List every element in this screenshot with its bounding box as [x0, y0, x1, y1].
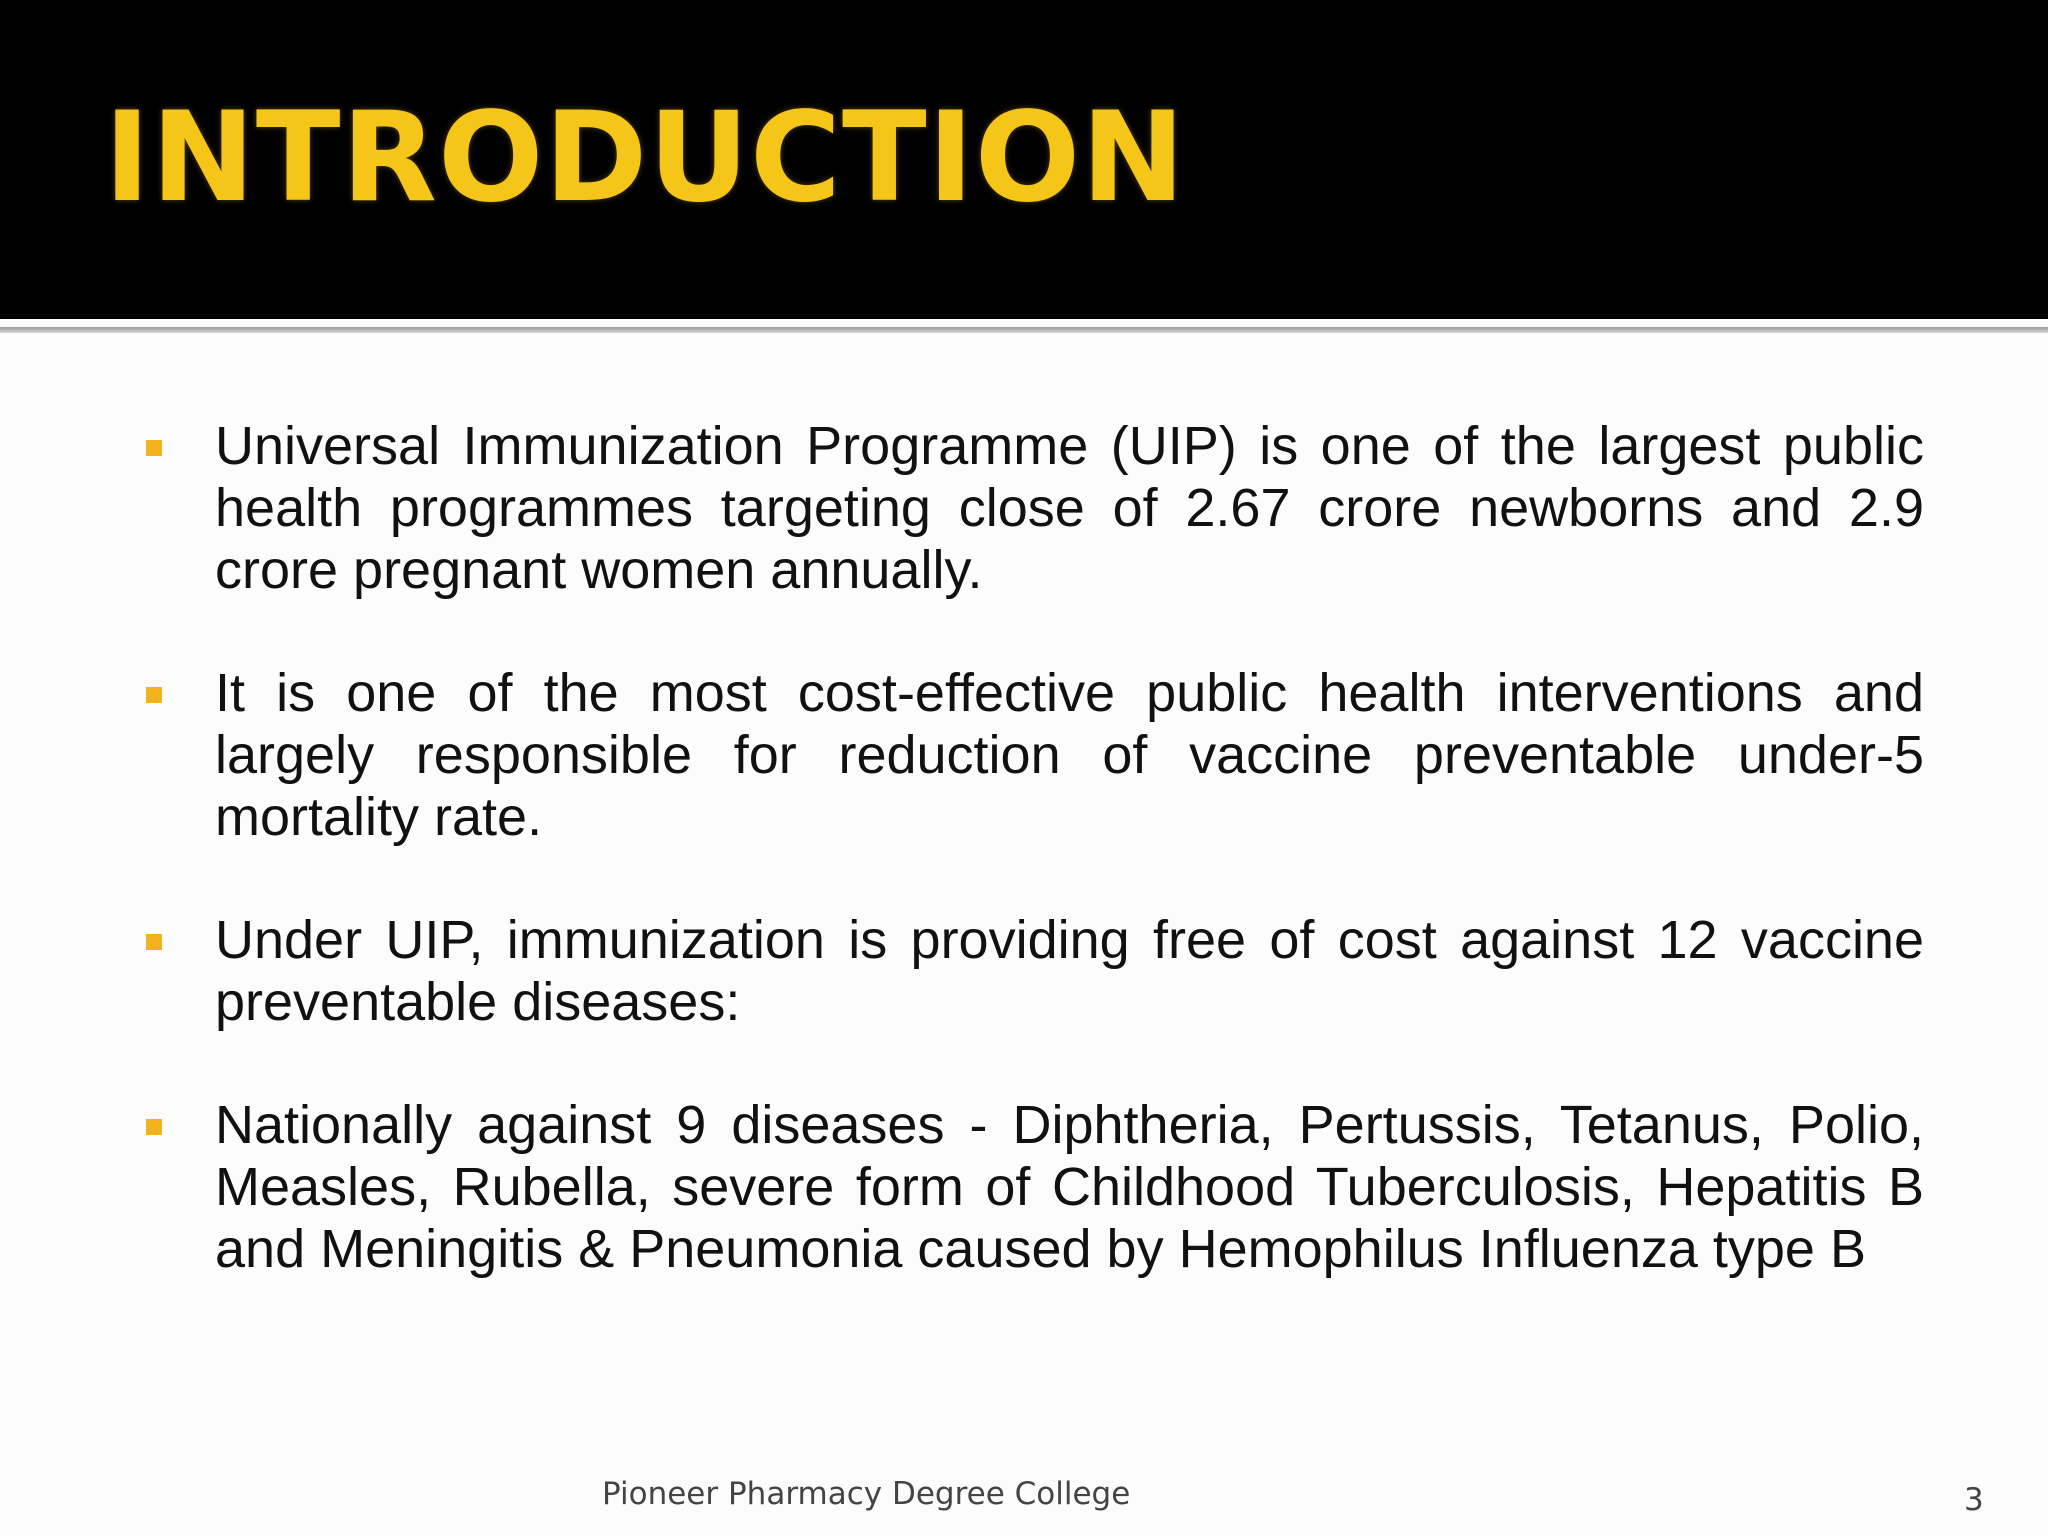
bullet-text: It is one of the most cost-effective public health interventions and largely responsible for reduction of vaccine preventable under-5 mortality rate.: [215, 663, 1924, 847]
bullet-item: [140, 415, 1924, 601]
footer-college-name: Pioneer Pharmacy Degree College: [602, 1476, 1131, 1512]
bullet-item: [140, 662, 1924, 848]
bullet-item: [140, 909, 1924, 1033]
title-divider: [0, 327, 2048, 333]
bullet-item: [140, 1094, 1924, 1280]
slide-title: INTRODUCTION: [104, 86, 1186, 230]
bullet-list: [140, 415, 1924, 1341]
bullet-text: Nationally against 9 diseases - Diphtheria, Pertussis, Tetanus, Polio, Measles, Rubella, severe form of Childhood Tuberculosis, Hepatitis B and Meningitis & Pneumonia caused by Hemophilus Influenza type B: [215, 1095, 1924, 1279]
page-number: 3: [1964, 1482, 1984, 1518]
square-bullet-icon: [146, 687, 162, 703]
bullet-text: Universal Immunization Programme (UIP) is one of the largest public health programmes targeting close of 2.67 crore newborns and 2.9 crore pregnant women annually.: [215, 416, 1924, 600]
square-bullet-icon: [146, 1119, 162, 1135]
bullet-text: Under UIP, immunization is providing free of cost against 12 vaccine preventable diseases:: [215, 910, 1924, 1032]
square-bullet-icon: [146, 934, 162, 950]
square-bullet-icon: [146, 440, 162, 456]
